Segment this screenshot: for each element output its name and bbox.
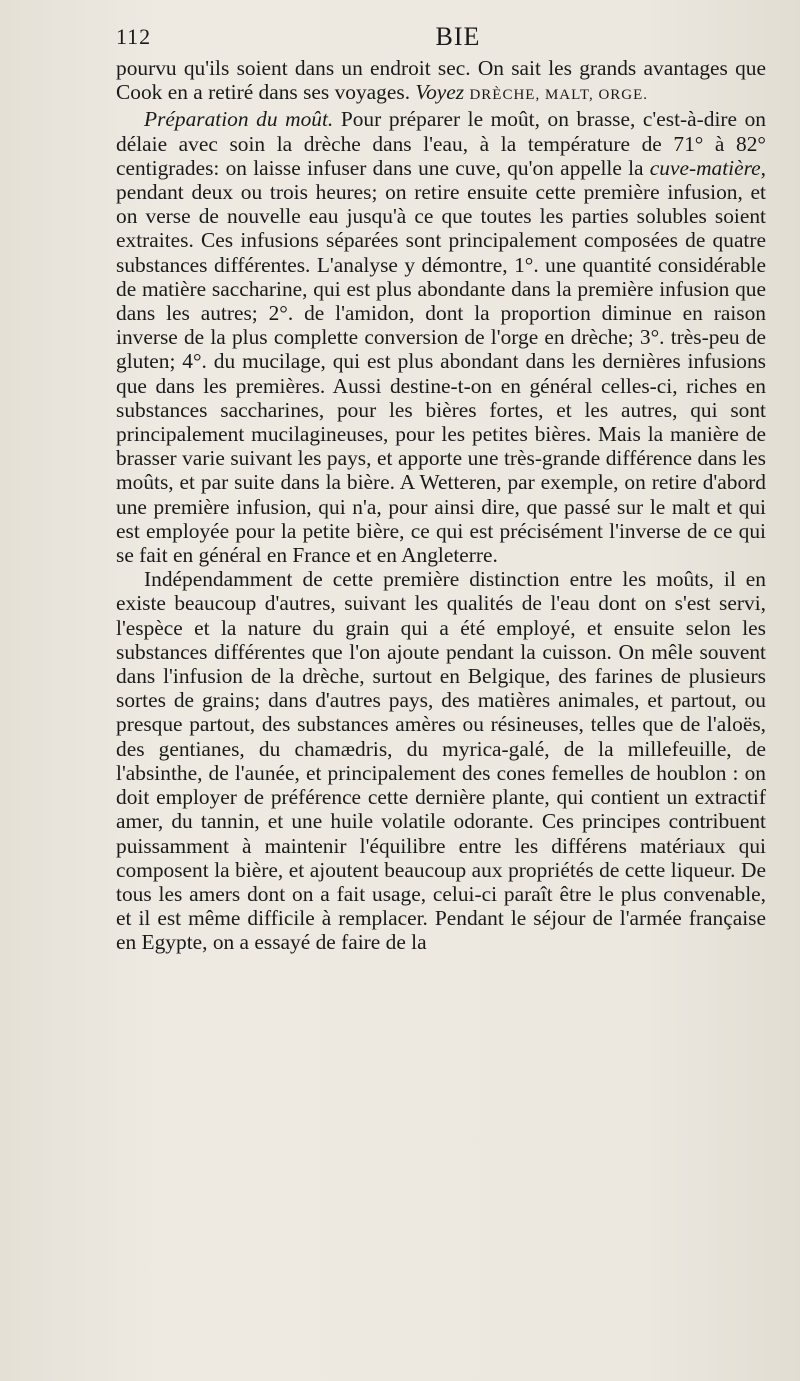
paragraph-continuation	[116, 56, 766, 107]
paragraph-preparation	[116, 107, 766, 567]
paragraph-independamment	[116, 567, 766, 954]
paragraph-text: pourvu qu'ils soient dans un endroit sec. On sait les grands avantages que Cook en a retiré dans ses voyages.	[116, 56, 766, 105]
running-title: BIE	[435, 22, 481, 51]
italic-term: cuve-matière	[649, 155, 761, 180]
section-heading: Préparation du moût.	[144, 107, 334, 132]
body-text	[116, 56, 766, 955]
running-head	[116, 22, 766, 56]
see-also-references: DRÈCHE, MALT, ORGE.	[469, 87, 649, 104]
see-also-label: Voyez	[415, 80, 465, 105]
paragraph-text: Indépendamment de cette première distinction entre les moûts, il en existe beaucoup d'autres, suivant les qualités de l'eau dont on s'est servi, l'espèce et la nature du grain qui a été employé, et ensuite selon les substances différentes que l'on ajoute pendant la cuisson. On mêle souvent dans l'infusion de la drèche, surtout en Belgique, des farines de plusieurs sortes de grains; dans d'autres pays, des matières animales, et partout, ou presque partout, des substances amères ou résineuses, telles que de l'aloës, des gentianes, du chamædris, du myrica-galé, de la millefeuille, de l'absinthe, de l'aunée, et principalement des cones femelles de houblon : on doit employer de préférence cette dernière plante, qui contient un extractif amer, du tannin, et une huile volatile odorante. Ces principes contribuent puissamment à maintenir l'équilibre entre les différens matériaux qui composent la bière, et ajoutent beaucoup aux propriétés de cette liqueur. De tous les amers dont on a fait usage, celui-ci paraît être le plus convenable, et il est même difficile à remplacer. Pendant le séjour de l'armée française en Egypte, on a essayé de faire de la	[116, 567, 766, 955]
paragraph-text: Pour préparer le moût, on brasse, c'est-à-dire on délaie avec soin la drèche dans l'eau, à la température de 71° à 82° centigrades: on laisse infuser dans une cuve, qu'on appelle la	[116, 107, 766, 180]
paragraph-text: , pendant deux ou trois heures; on retire ensuite cette première infusion, et on verse de nouvelle eau jusqu'à ce que toutes les parties solubles soient extraites. Ces infusions séparées sont principalement composées de quatre substances différentes. L'analyse y démontre, 1°. une quantité considérable de matière saccharine, qui est plus abondante dans la première infusion que dans les autres; 2°. de l'amidon, dont la proportion diminue en raison inverse de la plus complette conversion de l'orge en drèche; 3°. très-peu de gluten; 4°. du mucilage, qui est plus abondant dans les dernières infusions que dans les premières. Aussi destine-t-on en général celles-ci, riches en substances saccharines, pour les bières fortes, et les autres, qui sont principalement mucilagineuses, pour les petites bières. Mais la manière de brasser varie suivant les pays, et apporte une très-grande différence dans les moûts, et par suite dans la bière. A Wetteren, par exemple, on retire d'abord une première infusion, qui n'a, pour ainsi dire, que passé sur le malt et qui est employée pour la petite bière, ce qui est précisément l'inverse de ce qui se fait en général en France et en Angleterre.	[116, 155, 766, 568]
page-number: 112	[116, 24, 152, 49]
